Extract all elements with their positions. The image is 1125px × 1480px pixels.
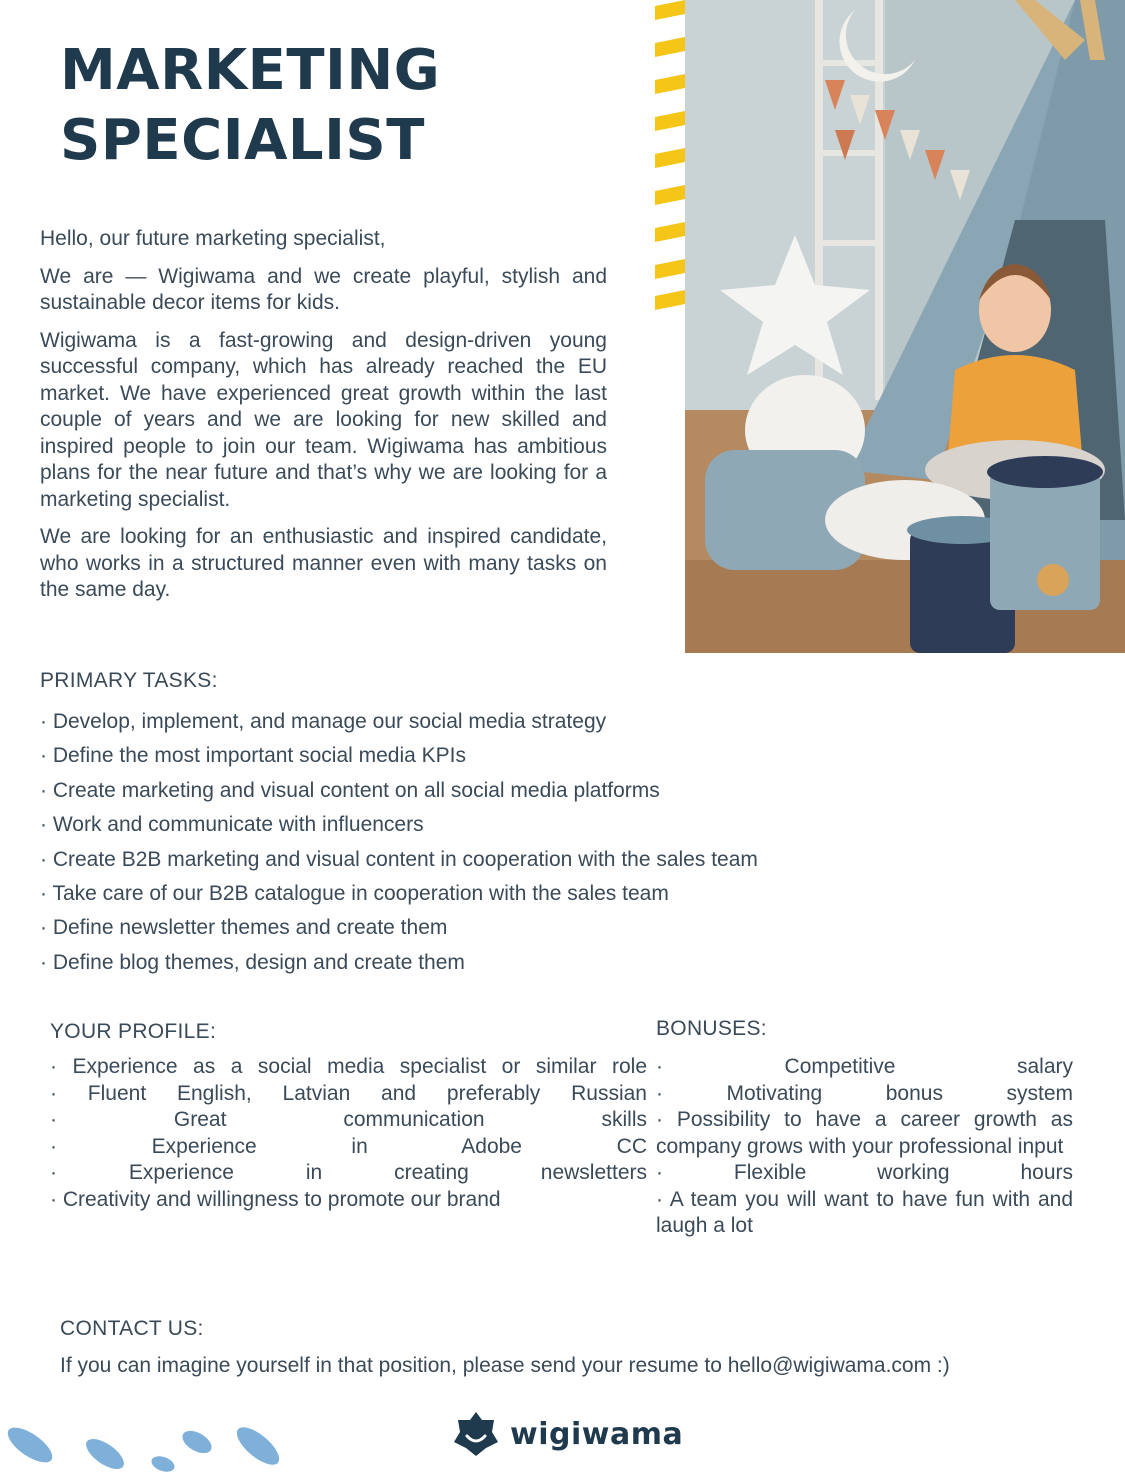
list-item: · Possibility to have a career growth as company grows with your professional input [656, 1108, 1073, 1158]
list-item: · Experience in Adobe CC [50, 1134, 647, 1158]
list-item: · Define the most important social media KPIs [40, 744, 467, 768]
hero-photo [685, 0, 1125, 653]
intro-paragraph-2: Wigiwama is a fast-growing and design-driven young successful company, which has already reached the EU market. We have experienced great growth within the last couple of years and we are looking for new skilled and inspired people to join our team. Wigiwama has ambitious plans for the near future and that’s why we are looking for a marketing specialist. [40, 328, 607, 511]
list-item: · Work and communicate with influencers [40, 813, 424, 837]
contact-heading: CONTACT US: [60, 1317, 204, 1340]
wigwam-logo-icon [452, 1410, 500, 1458]
list-item: · Take care of our B2B catalogue in cooperation with the sales team [40, 882, 669, 906]
intro-section [40, 226, 607, 615]
title-line-2: SPECIALIST [60, 108, 425, 173]
list-item: · Create B2B marketing and visual content in cooperation with the sales team [40, 847, 758, 871]
primary-tasks-heading: PRIMARY TASKS: [40, 669, 218, 692]
bonuses-list [656, 1054, 1073, 1240]
profile-heading: YOUR PROFILE: [50, 1020, 217, 1043]
list-item: · Create marketing and visual content on all social media platforms [40, 778, 660, 802]
list-item: · Flexible working hours [656, 1161, 1073, 1184]
primary-tasks-list [40, 705, 940, 980]
list-item: · Competitive salary [656, 1055, 1073, 1078]
decorative-feathers [0, 1420, 300, 1475]
list-item: · Develop, implement, and manage our social media strategy [40, 710, 607, 733]
page-title [60, 36, 440, 176]
decorative-stripes [655, 0, 685, 310]
list-item: · Experience as a social media specialist or similar role [50, 1055, 647, 1078]
contact-text: If you can imagine yourself in that position, please send your resume to hello@wigiwama.com :) [60, 1354, 950, 1377]
intro-paragraph-3: We are looking for an enthusiastic and inspired candidate, who works in a structured manner even with many tasks on the same day. [40, 525, 607, 601]
list-item: · Motivating bonus system [656, 1081, 1073, 1105]
list-item: · Define blog themes, design and create them [40, 950, 465, 974]
intro-greeting: Hello, our future marketing specialist, [40, 227, 386, 250]
title-line-1: MARKETING [60, 38, 441, 103]
list-item: · Creativity and willingness to promote our brand [50, 1187, 501, 1211]
list-item: · A team you will want to have fun with and laugh a lot [656, 1187, 1073, 1237]
list-item: · Fluent English, Latvian and preferably Russian [50, 1081, 647, 1105]
list-item: · Define newsletter themes and create them [40, 916, 448, 940]
intro-paragraph-1: We are — Wigiwama and we create playful, stylish and sustainable decor items for kids. [40, 264, 607, 314]
brand-wordmark: wigiwama [510, 1416, 684, 1452]
brand-logo [452, 1410, 683, 1458]
list-item: · Great communication skills [50, 1108, 647, 1131]
bonuses-heading: BONUSES: [656, 1017, 767, 1040]
list-item: · Experience in creating newsletters [50, 1161, 647, 1184]
profile-list [50, 1054, 647, 1213]
